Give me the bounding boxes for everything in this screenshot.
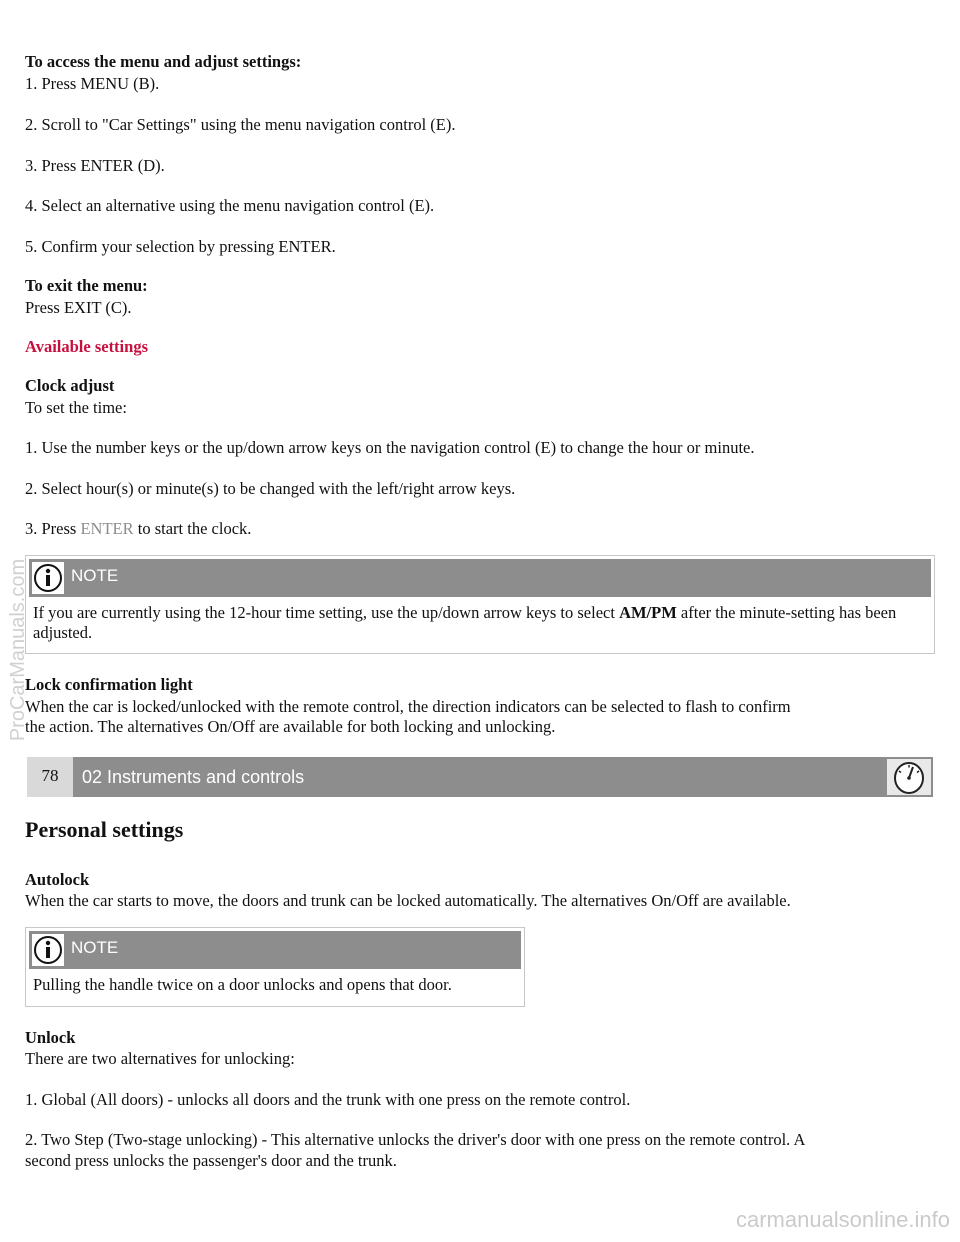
note-box-handle <box>25 927 525 1007</box>
unlock-item-1: 1. Global (All doors) - unlocks all doors and the trunk with one press on the remote control. <box>25 1090 631 1109</box>
note-title: NOTE <box>71 938 119 957</box>
exit-menu-heading: To exit the menu: <box>25 276 148 295</box>
page-number: 78 <box>27 757 73 797</box>
note-box-time <box>25 555 935 654</box>
side-watermark: ProCarManuals.com <box>7 558 29 742</box>
clock-adjust-heading: Clock adjust <box>25 376 115 395</box>
clock-step-3 <box>25 519 251 539</box>
note-text: If you are currently using the 12-hour time setting, use the up/down arrow keys to select AM/PM after the minute-setting has been adjusted. <box>33 603 897 642</box>
lock-confirmation-text-2: the action. The alternatives On/Off are available for both locking and unlocking. <box>25 717 556 736</box>
step-2: 2. Scroll to "Car Settings" using the menu navigation control (E). <box>25 115 456 134</box>
personal-settings-heading: Personal settings <box>25 817 184 842</box>
chapter-title: 02 Instruments and controls <box>82 767 305 787</box>
lock-confirmation-text-1: When the car is locked/unlocked with the remote control, the direction indicators can be selected to flash to confirm <box>25 697 791 716</box>
clock-step-1: 1. Use the number keys or the up/down arrow keys on the navigation control (E) to change the hour or minute. <box>25 438 755 457</box>
clock-step-3-prefix: 3. Press <box>25 519 81 538</box>
step-5: 5. Confirm your selection by pressing ENTER. <box>25 237 336 256</box>
clock-adjust-intro: To set the time: <box>25 398 127 417</box>
chapter-bar <box>27 757 933 797</box>
access-menu-heading: To access the menu and adjust settings: <box>25 52 302 71</box>
enter-link[interactable]: ENTER <box>80 519 134 538</box>
note-header <box>29 559 931 597</box>
gauge-icon <box>887 759 931 795</box>
note-text: Pulling the handle twice on a door unlocks and opens that door. <box>33 975 452 994</box>
exit-menu-text: Press EXIT (C). <box>25 298 132 317</box>
autolock-text: When the car starts to move, the doors and trunk can be locked automatically. The alternatives On/Off are available. <box>25 891 791 910</box>
info-icon <box>32 562 64 594</box>
bottom-watermark: carmanualsonline.info <box>735 1207 950 1232</box>
lock-confirmation-heading: Lock confirmation light <box>25 675 193 694</box>
note-header <box>29 931 521 969</box>
available-settings-heading: Available settings <box>25 337 148 356</box>
unlock-item-2-line-1: 2. Two Step (Two-stage unlocking) - This alternative unlocks the driver's door with one press on the remote control. A <box>25 1130 806 1149</box>
step-1: 1. Press MENU (B). <box>25 74 160 93</box>
clock-step-3-suffix: to start the clock. <box>133 519 252 538</box>
clock-step-2: 2. Select hour(s) or minute(s) to be changed with the left/right arrow keys. <box>25 479 516 498</box>
autolock-heading: Autolock <box>25 870 90 889</box>
step-4: 4. Select an alternative using the menu navigation control (E). <box>25 196 435 215</box>
step-3: 3. Press ENTER (D). <box>25 156 165 175</box>
unlock-intro: There are two alternatives for unlocking: <box>25 1049 295 1068</box>
am-pm-label: AM/PM <box>619 603 677 622</box>
note-title: NOTE <box>71 566 119 585</box>
unlock-item-2-line-2: second press unlocks the passenger's door and the trunk. <box>25 1151 397 1170</box>
unlock-heading: Unlock <box>25 1028 76 1047</box>
info-icon <box>32 934 64 966</box>
